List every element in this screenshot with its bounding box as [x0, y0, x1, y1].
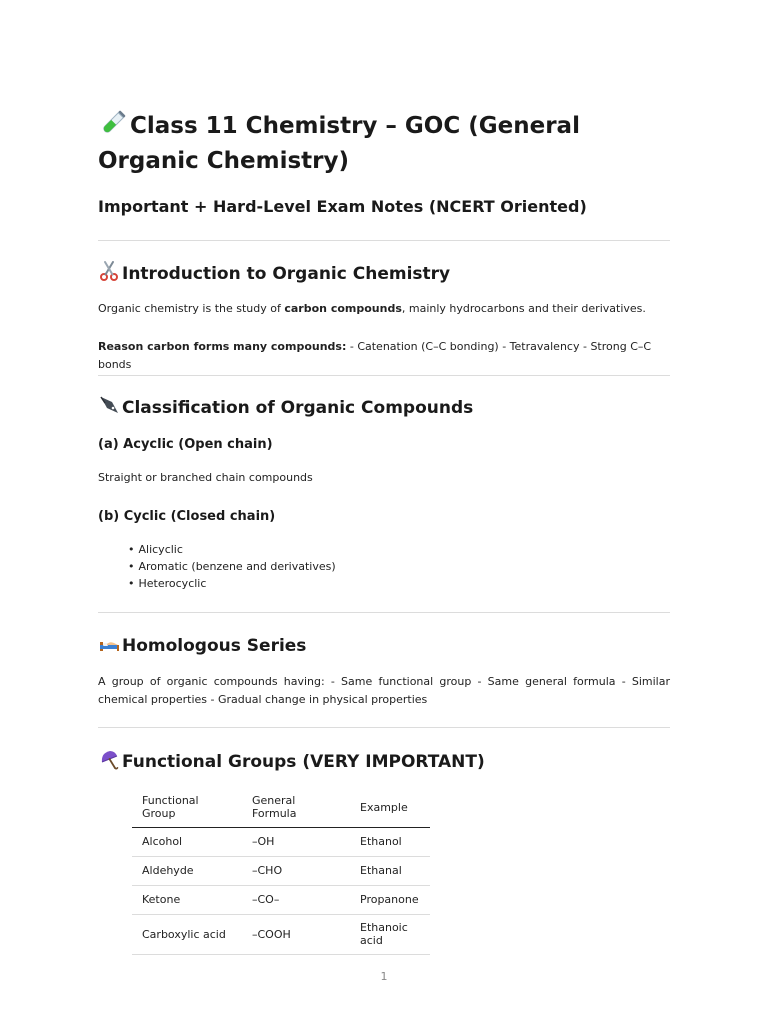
- section-heading-classification-text: Classification of Organic Compounds: [122, 398, 474, 418]
- table-cell: –CHO: [242, 857, 350, 886]
- page-subtitle: Important + Hard-Level Exam Notes (NCERT Oriented): [98, 197, 587, 216]
- table-cell: –OH: [242, 828, 350, 857]
- bed-icon: [98, 632, 120, 654]
- divider: [98, 240, 670, 241]
- umbrella-icon: [98, 748, 120, 770]
- intro-paragraph: [98, 300, 670, 318]
- intro-text-pre: Organic chemistry is the study of: [98, 302, 285, 315]
- cyclic-list: [128, 541, 336, 592]
- page-title-text: Class 11 Chemistry – GOC (General Organic Chemistry): [98, 113, 580, 174]
- section-heading-homologous-text: Homologous Series: [122, 636, 307, 656]
- table-cell: Propanone: [350, 886, 430, 915]
- table-cell: Ethanal: [350, 857, 430, 886]
- fountain-pen-icon: [98, 394, 120, 416]
- table-cell: Aldehyde: [132, 857, 242, 886]
- functional-groups-table: [132, 788, 430, 955]
- section-heading-functional: [98, 748, 485, 775]
- intro-reason-text: - Catenation (C–C bonding) - Tetravalency - Strong C–C bonds: [98, 340, 652, 371]
- list-item: • Aromatic (benzene and derivatives): [128, 558, 336, 575]
- page-number: 1: [380, 970, 388, 983]
- table-row: [132, 886, 430, 915]
- section-heading-classification: [98, 394, 473, 421]
- intro-text-bold: carbon compounds: [284, 302, 402, 315]
- page-title: [98, 108, 670, 179]
- table-cell: Carboxylic acid: [132, 915, 242, 955]
- list-item: • Heterocyclic: [128, 575, 336, 592]
- intro-reason-label: Reason carbon forms many compounds:: [98, 340, 347, 353]
- column-header: Example: [350, 788, 430, 828]
- acyclic-heading: (a) Acyclic (Open chain): [98, 437, 273, 452]
- table-cell: Ethanol: [350, 828, 430, 857]
- column-header: General Formula: [242, 788, 350, 828]
- intro-reason: [98, 338, 670, 374]
- scissors-icon: [98, 260, 120, 282]
- list-item: • Alicyclic: [128, 541, 336, 558]
- divider: [98, 375, 670, 376]
- section-heading-intro: [98, 260, 450, 287]
- table-row: [132, 828, 430, 857]
- section-heading-homologous: [98, 632, 306, 659]
- table-cell: –COOH: [242, 915, 350, 955]
- table-row: [132, 857, 430, 886]
- divider: [98, 612, 670, 613]
- table-header-row: [132, 788, 430, 828]
- section-heading-functional-text: Functional Groups (VERY IMPORTANT): [122, 752, 485, 772]
- table-cell: Ethanoic acid: [350, 915, 430, 955]
- homologous-text: A group of organic compounds having: - Same functional group - Same general formula - Similar chemical properties - Gradual change in physical properties: [98, 675, 670, 706]
- test-tube-icon: [98, 108, 128, 138]
- table-cell: –CO–: [242, 886, 350, 915]
- intro-text-post: , mainly hydrocarbons and their derivatives.: [401, 302, 646, 315]
- column-header: Functional Group: [132, 788, 242, 828]
- acyclic-text: Straight or branched chain compounds: [98, 471, 313, 484]
- table-cell: Ketone: [132, 886, 242, 915]
- divider: [98, 727, 670, 728]
- cyclic-heading: (b) Cyclic (Closed chain): [98, 509, 276, 524]
- table-row: [132, 915, 430, 955]
- table-cell: Alcohol: [132, 828, 242, 857]
- section-heading-intro-text: Introduction to Organic Chemistry: [122, 264, 451, 284]
